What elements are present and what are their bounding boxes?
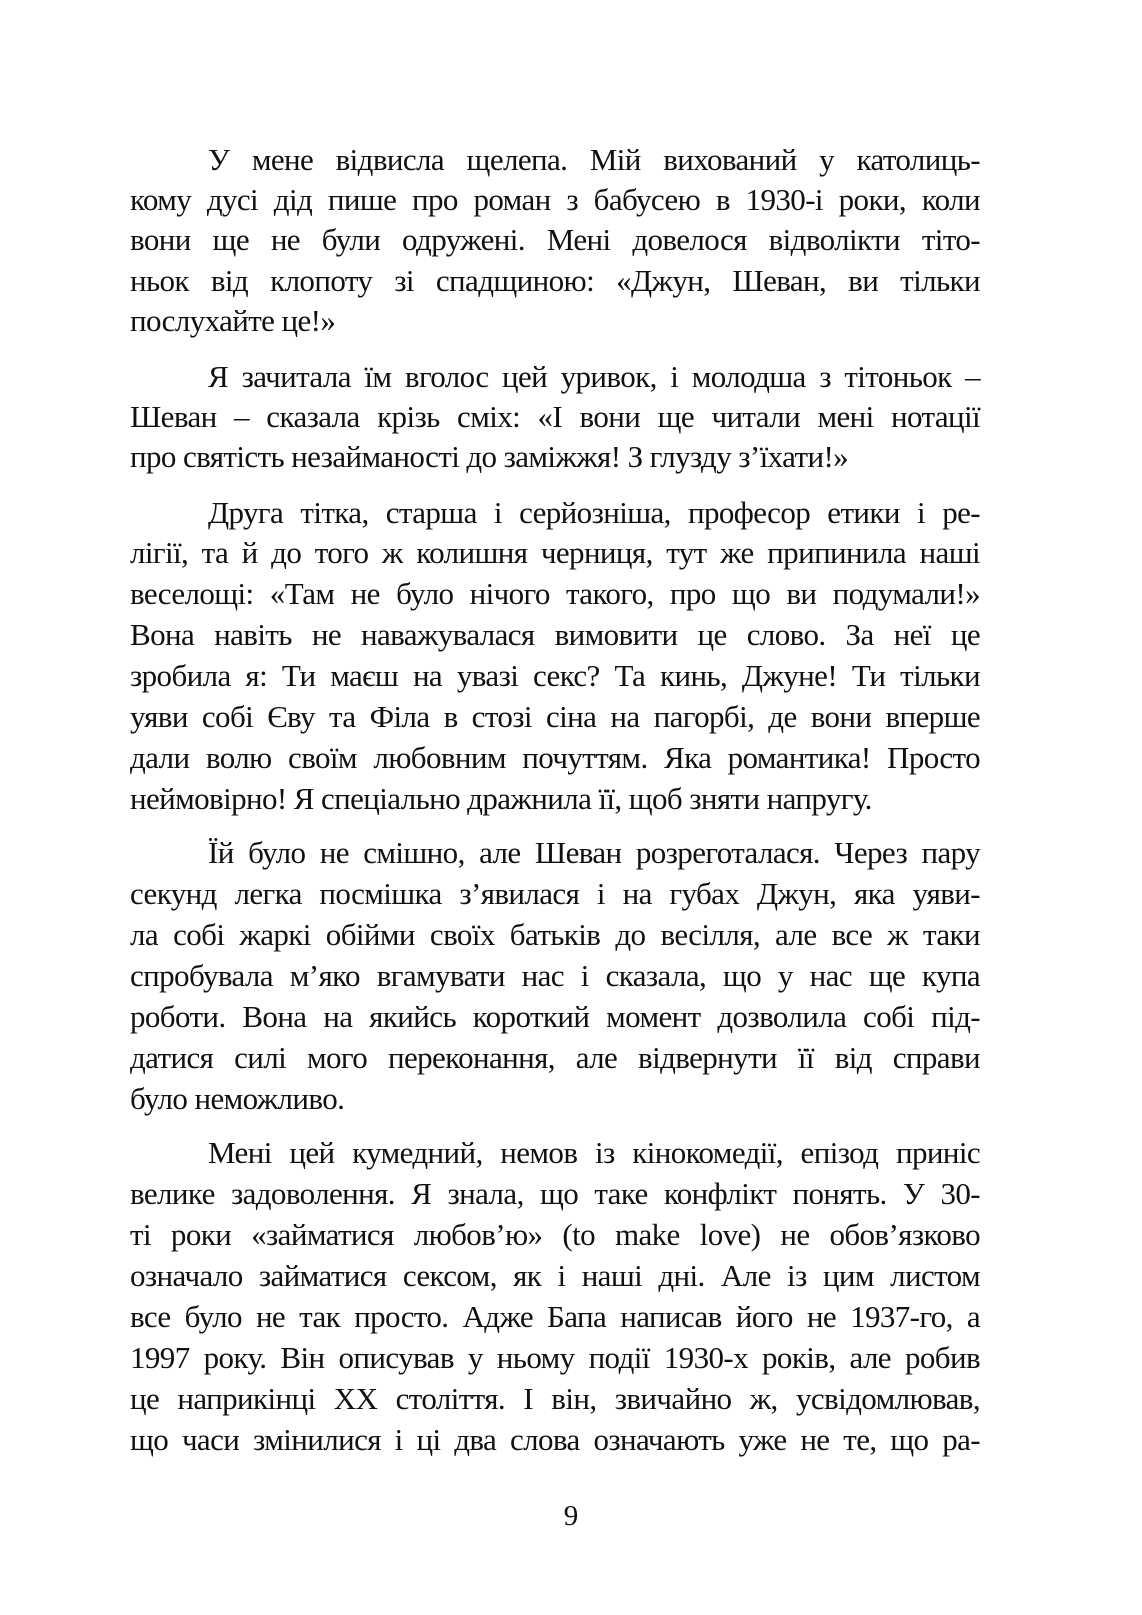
text-line: Я зачитала їм вголос цей уривок, і молодша з тітоньок – — [208, 359, 980, 394]
text-line: було неможливо. — [130, 1081, 345, 1116]
text-line: дали волю своїм любовним почуттям. Яка романтика! Просто — [130, 740, 980, 775]
text-line: роботи. Вона на якийсь короткий момент дозволила собі під- — [130, 999, 980, 1034]
text-line: велике задоволення. Я знала, що таке конфлікт понять. У 30- — [130, 1176, 980, 1211]
text-line: Шеван – сказала крізь сміх: «І вони ще читали мені нотації — [130, 399, 980, 434]
text-line: ла собі жаркі обійми своїх батьків до весілля, але все ж таки — [130, 917, 980, 952]
text-line: кому дусі дід пише про роман з бабусею в 1930-і роки, коли — [130, 182, 980, 217]
text-line: лігії, та й до того ж колишня черниця, тут же припинила наші — [130, 535, 980, 570]
text-line: 1997 року. Він описував у ньому події 1930-х років, але робив — [130, 1340, 980, 1375]
text-line: це наприкінці ХХ століття. І він, звичайно ж, усвідомлював, — [130, 1381, 980, 1416]
text-line: означало займатися сексом, як і наші дні. Але із цим листом — [130, 1258, 980, 1293]
text-line: послухайте це!» — [130, 303, 336, 338]
text-line: Їй було не смішно, але Шеван розреготалася. Через пару — [208, 835, 980, 870]
text-line: про святість незайманості до заміжжя! З глузду з’їхати!» — [130, 439, 849, 474]
text-line: вони ще не були одружені. Мені довелося відволікти тіто- — [130, 222, 980, 257]
text-line: датися силі мого переконання, але відвернути її від справи — [130, 1040, 980, 1075]
text-line: спробувала м’яко вгамувати нас і сказала, що у нас ще купа — [130, 958, 980, 993]
text-line: уяви собі Єву та Філа в стозі сіна на пагорбі, де вони вперше — [130, 699, 980, 734]
text-line: ньок від клопоту зі спадщиною: «Джун, Шеван, ви тільки — [130, 263, 980, 298]
text-line: все було не так просто. Адже Бапа написав його не 1937-го, а — [130, 1299, 980, 1334]
text-line: що часи змінилися і ці два слова означають уже не те, що ра- — [130, 1422, 980, 1457]
text-line: зробила я: Ти маєш на увазі секс? Та кинь, Джуне! Ти тільки — [130, 658, 980, 693]
text-line: У мене відвисла щелепа. Мій вихований у католиць- — [208, 142, 980, 177]
text-line: Мені цей кумедний, немов із кінокомедії, епізод приніс — [208, 1135, 980, 1170]
text-line: неймовірно! Я спеціально дражнила її, щоб зняти напругу. — [130, 781, 872, 816]
text-line: ті роки «займатися любов’ю» (to make love) не обов’язково — [130, 1217, 980, 1252]
text-line: веселощі: «Там не було нічого такого, про що ви подумали!» — [130, 576, 980, 611]
text-line: Вона навіть не наважувалася вимовити це слово. За неї це — [130, 617, 980, 652]
page-number: 9 — [563, 1500, 579, 1532]
text-line: Друга тітка, старша і серйозніша, професор етики і ре- — [208, 495, 980, 530]
text-line: секунд легка посмішка з’явилася і на губах Джун, яка уяви- — [130, 876, 980, 911]
